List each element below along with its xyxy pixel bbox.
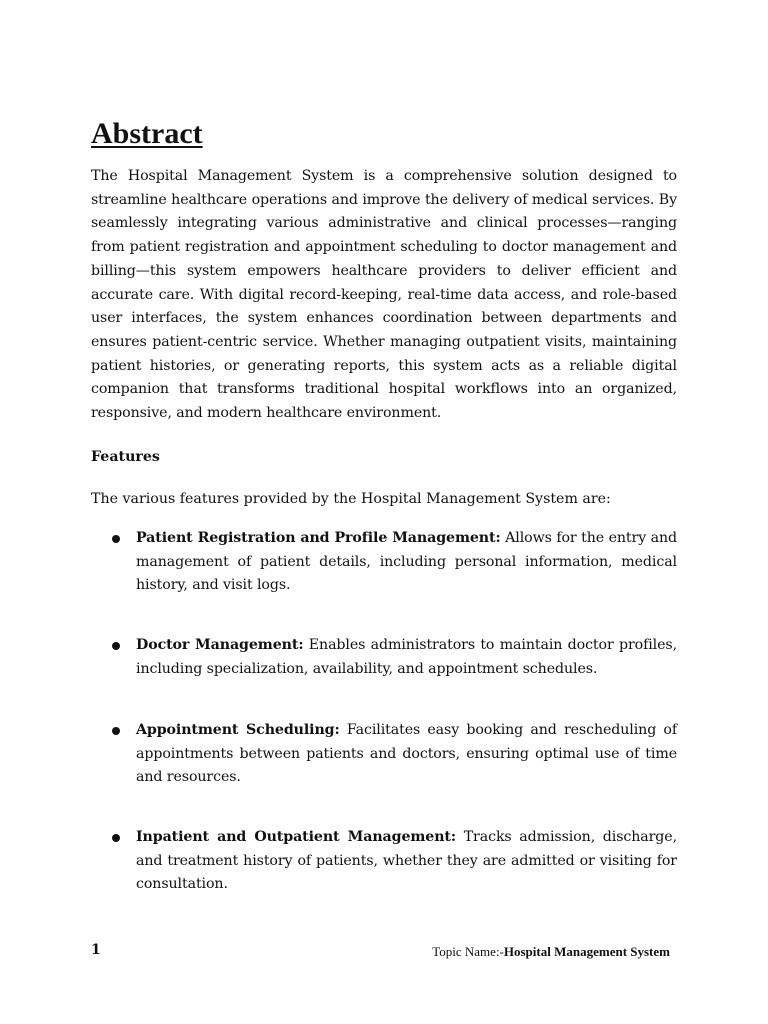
footer-topic (432, 944, 670, 960)
feature-description: Tracks admission, discharge, and treatment history of patients, whether they are admitted or visiting for consultation. (136, 829, 677, 893)
feature-item (112, 826, 677, 897)
bullet-icon (112, 642, 120, 650)
feature-description: Enables administrators to maintain doctor profiles, including specialization, availability, and appointment schedules. (136, 637, 677, 677)
feature-item (112, 719, 677, 790)
feature-name: Doctor Management: (136, 637, 304, 653)
feature-text (136, 719, 677, 790)
topic-value: Hospital Management System (503, 944, 670, 959)
page-title: Abstract (91, 117, 203, 150)
bullet-icon (112, 834, 120, 842)
feature-description: Facilitates easy booking and rescheduling of appointments between patients and doctors, ensuring optimal use of time and resources. (136, 722, 677, 786)
feature-item (112, 634, 677, 681)
feature-text (136, 527, 677, 598)
abstract-paragraph: The Hospital Management System is a comprehensive solution designed to streamline healthcare operations and improve the delivery of medical services. By seamlessly integrating various administrative and clinical processes—ranging from patient registration and appointment scheduling to doctor management and billing—this system empowers healthcare providers to deliver efficient and accurate care. With digital record-keeping, real-time data access, and role-based user interfaces, the system enhances coordination between departments and ensures patient-centric service. Whether managing outpatient visits, maintaining patient histories, or generating reports, this system acts as a reliable digital companion that transforms traditional hospital workflows into an organized, responsive, and modern healthcare environment. (91, 168, 677, 422)
feature-name: Inpatient and Outpatient Management: (136, 829, 457, 845)
feature-name: Patient Registration and Profile Management: (136, 530, 501, 546)
feature-text (136, 826, 677, 897)
page-number: 1 (91, 942, 101, 958)
feature-item (112, 527, 677, 598)
bullet-icon (112, 727, 120, 735)
features-heading: Features (91, 449, 160, 465)
bullet-icon (112, 535, 120, 543)
feature-text (136, 634, 677, 681)
feature-description: Allows for the entry and management of patient details, including personal information, medical history, and visit logs. (136, 530, 678, 594)
feature-name: Appointment Scheduling: (136, 722, 340, 738)
features-intro: The various features provided by the Hospital Management System are: (91, 491, 611, 507)
topic-label: Topic Name:- (432, 944, 504, 959)
